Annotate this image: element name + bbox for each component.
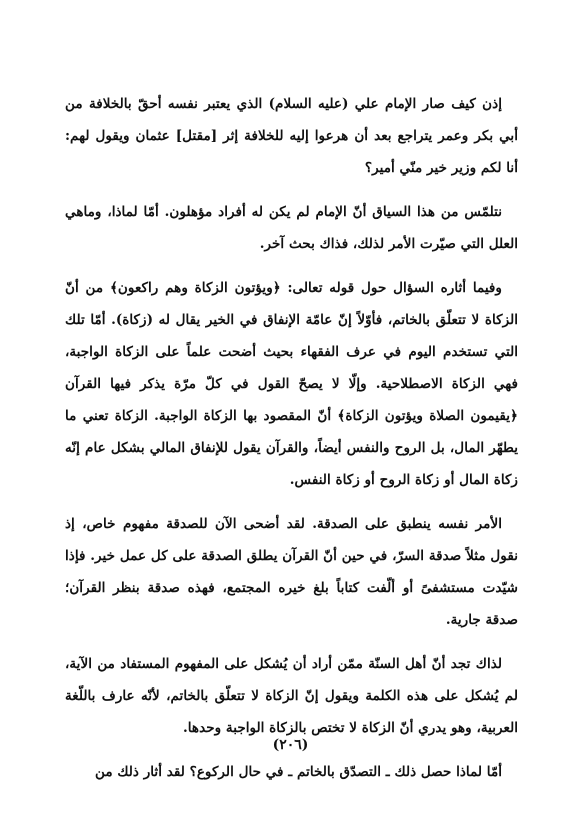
page-body [65,88,518,800]
paragraph-3: وفيما أثاره السؤال حول قوله تعالى: ﴿ويؤتون الزكاة وهم راكعون﴾ من أنّ الزكاة لا تتعلّق بالخاتم، فأوّلاً إنّ عامّة الإنفاق في الخير يقال له (زكاة). أمّا تلك التي تستخدم اليوم في عرف الفقهاء بحيث أضحت علماً على الزكاة الواجبة، فهي الزكاة الاصطلاحية. وإلّا لا يصحّ القول في كلّ مرّة يذكر فيها القرآن ﴿يقيمون الصلاة ويؤتون الزكاة﴾ أنّ المقصود بها الزكاة الواجبة. الزكاة تعني ما يطهّر المال، بل الروح والنفس أيضاً، والقرآن يقول للإنفاق المالي بشكل عام إنّه زكاة المال أو زكاة الروح أو زكاة النفس. [65,280,518,488]
paragraph-4: الأمر نفسه ينطبق على الصدقة. لقد أضحى الآن للصدقة مفهوم خاص، إذ نقول مثلاً صدقة السرّ، في حين أنّ القرآن يطلق الصدقة على كل عمل خير. فإذا شيّدت مستشفىً أو ألّفت كتاباً بلغ خيره المجتمع، فهذه صدقة بنظر القرآن؛ صدقة جارية. [65,516,518,628]
paragraph-1: إذن كيف صار الإمام علي (عليه السلام) الذي يعتبر نفسه أحقّ بالخلافة من أبي بكر وعمر يتراجع بعد أن هرعوا إليه للخلافة إثر [مقتل] عثمان ويقول لهم: أنا لكم وزير خير منّي أمير؟ [65,96,518,176]
paragraph-2: نتلمّس من هذا السياق أنّ الإمام لم يكن له أفراد مؤهلون. أمّا لماذا، وماهي العلل التي صيّرت الأمر لذلك، فذاك بحث آخر. [65,204,518,252]
paragraph-6: أمّا لماذا حصل ذلك ـ التصدّق بالخاتم ـ في حال الركوع؟ لقد أثار ذلك من [94,764,502,780]
page-number: (٢٠٦) [272,737,309,753]
paragraph-5: لذاك تجد أنّ أهل السنّة ممّن أراد أن يُشكل على المفهوم المستفاد من الآية، لم يُشكل على هذه الكلمة ويقول إنّ الزكاة لا تتعلّق بالخاتم، لأنّه عارف باللّغة العربية، وهو يدري أنّ الزكاة لا تختص بالزكاة الواجبة وحدها. [65,656,518,736]
